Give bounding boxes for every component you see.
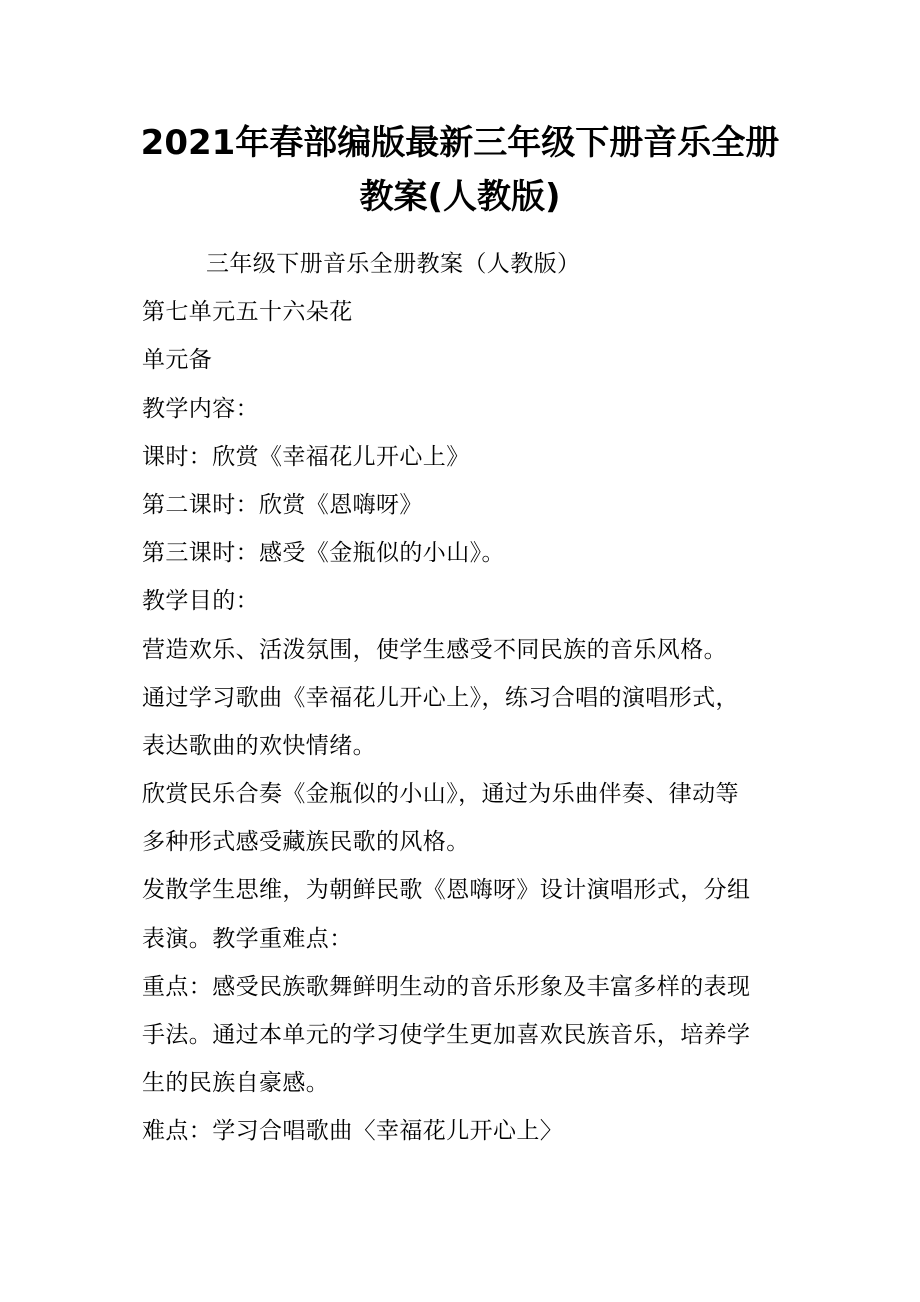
subtitle: 三年级下册音乐全册教案（人教版） — [206, 251, 581, 277]
document-body — [142, 240, 782, 1156]
section-heading: 教学内容： — [142, 395, 259, 422]
text-line: 表演。教学重难点： — [142, 925, 353, 952]
text-line: 营造欢乐、活泼氛围，使学生感受不同民族的音乐风格。 — [142, 636, 727, 663]
text-line: 单元备 — [142, 347, 213, 374]
text-line: 难点：学习合唱歌曲〈幸福花儿开心上〉 — [142, 1118, 564, 1145]
text-line: 生的民族自豪感。 — [142, 1070, 330, 1097]
text-line: 第三课时：感受《金瓶似的小山》。 — [142, 540, 505, 567]
text-line: 通过学习歌曲《幸福花儿开心上》，练习合唱的演唱形式， — [142, 684, 739, 711]
text-line: 欣赏民乐合奏《金瓶似的小山》，通过为乐曲伴奏、律动等 — [142, 781, 739, 808]
text-line: 重点：感受民族歌舞鲜明生动的音乐形象及丰富多样的表现 — [142, 973, 751, 1000]
text-line: 第二课时：欣赏《恩嗨呀》 — [142, 491, 423, 518]
text-line: 多种形式感受藏族民歌的风格。 — [142, 829, 470, 856]
text-line: 手法。通过本单元的学习使学生更加喜欢民族音乐，培养学 — [142, 1022, 751, 1048]
document-title-line-2: 教案(人教版) — [359, 177, 561, 217]
document-title-line-1: 2021年春部编版最新三年级下册音乐全册 — [140, 123, 780, 163]
section-heading: 教学目的： — [142, 588, 259, 615]
unit-heading: 第七单元五十六朵花 — [142, 299, 353, 326]
text-line: 表达歌曲的欢快情绪。 — [142, 732, 376, 759]
text-line: 发散学生思维，为朝鲜民歌《恩嗨呀》设计演唱形式，分组 — [142, 877, 751, 904]
text-line: 课时：欣赏《幸福花儿开心上》 — [142, 443, 470, 470]
